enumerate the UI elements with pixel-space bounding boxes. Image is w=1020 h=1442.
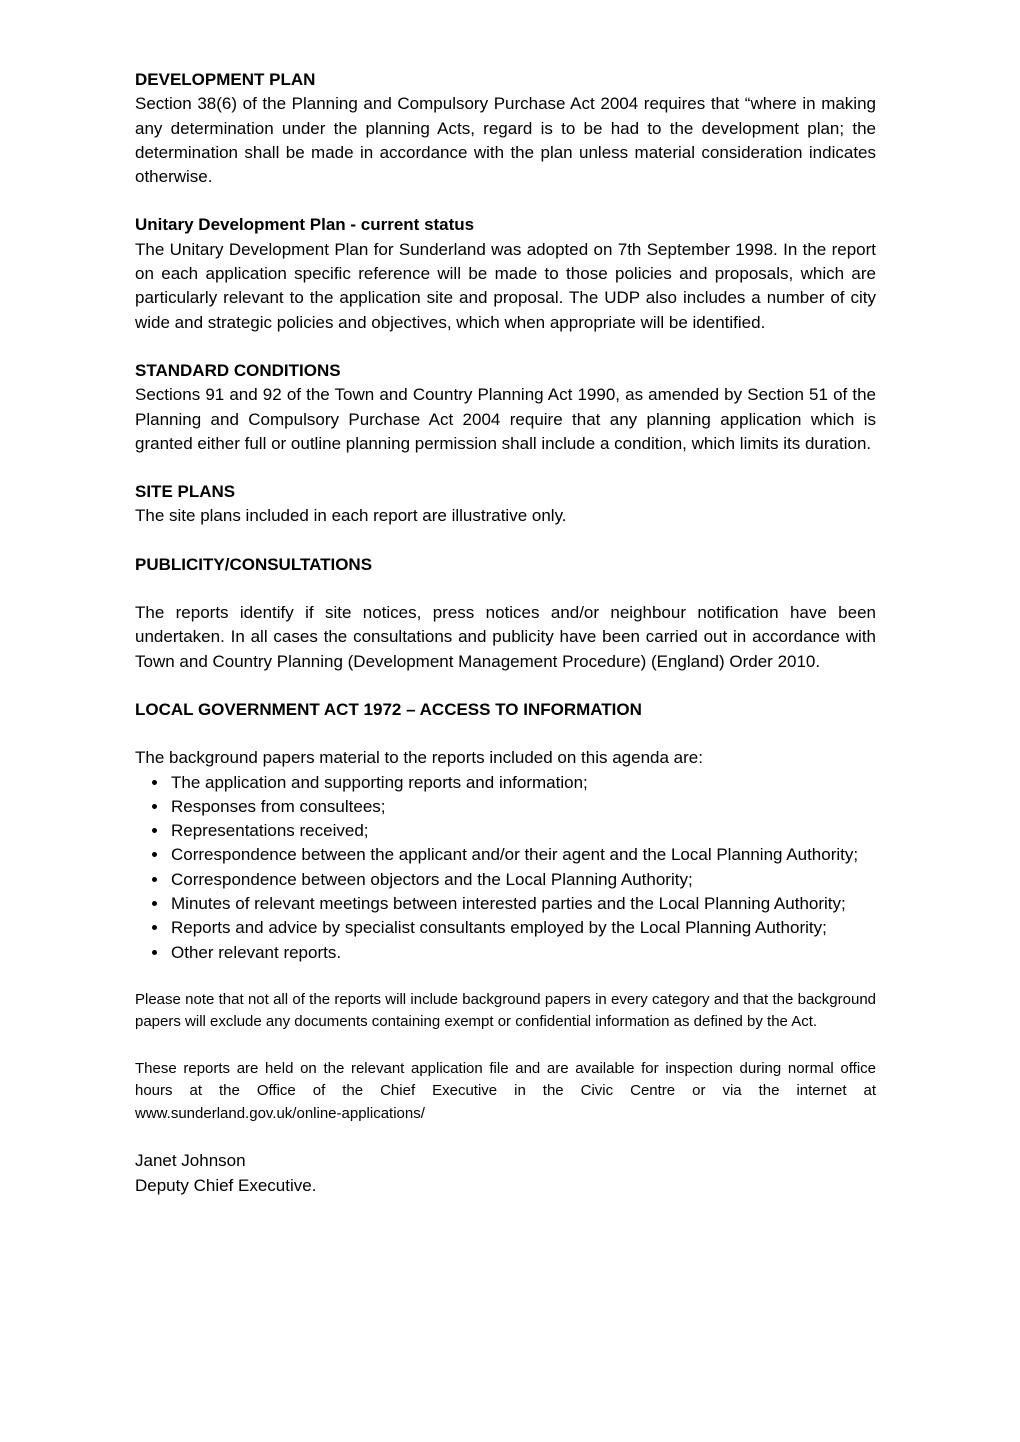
section-local-government-act	[135, 698, 876, 965]
section-reports-availability	[135, 1058, 876, 1126]
section-standard-conditions	[135, 359, 876, 456]
development-plan-paragraph: Section 38(6) of the Planning and Compulsory Purchase Act 2004 requires that “where in making any determination under the planning Acts, regard is to be had to the development plan; the determination shall be made in accordance with the plan unless material consideration indicates otherwise.	[135, 94, 876, 187]
udp-status-paragraph: The Unitary Development Plan for Sunderland was adopted on 7th September 1998. In the report on each application specific reference will be made to those policies and proposals, which are particularly relevant to the application site and proposal. The UDP also includes a number of city wide and strategic policies and objectives, which when appropriate will be identified.	[135, 239, 876, 332]
background-papers-list	[135, 771, 876, 965]
list-item: • Minutes of relevant meetings between interested parties and the Local Planning Authority;	[169, 892, 876, 916]
signature-block	[135, 1149, 876, 1198]
site-plans-paragraph: The site plans included in each report are illustrative only.	[135, 506, 567, 526]
publicity-consultations-paragraph: The reports identify if site notices, press notices and/or neighbour notification have been undertaken. In all cases the consultations and publicity have been carried out in accordance with Town and Country Planning (Development Management Procedure) (England) Order 2010.	[135, 603, 876, 671]
section-background-papers-note	[135, 989, 876, 1034]
list-item: • Correspondence between the applicant and/or their agent and the Local Planning Authority;	[169, 843, 876, 867]
list-item: • Representations received;	[169, 819, 876, 843]
standard-conditions-paragraph: Sections 91 and 92 of the Town and Country Planning Act 1990, as amended by Section 51 of the Planning and Compulsory Purchase Act 2004 require that any planning application which is granted either full or outline planning permission shall include a condition, which limits its duration.	[135, 385, 876, 453]
section-publicity-consultations	[135, 553, 876, 674]
signature-title: Deputy Chief Executive.	[135, 1175, 317, 1195]
list-item: • Reports and advice by specialist consultants employed by the Local Planning Authority;	[169, 916, 876, 940]
development-plan-heading: DEVELOPMENT PLAN	[135, 70, 316, 89]
section-udp-status	[135, 213, 876, 334]
site-plans-heading: SITE PLANS	[135, 482, 236, 502]
local-government-act-heading: LOCAL GOVERNMENT ACT 1972 – ACCESS TO INFORMATION	[135, 699, 642, 719]
list-item: • Responses from consultees;	[169, 795, 876, 819]
list-item: • Other relevant reports.	[169, 941, 876, 965]
udp-status-heading: Unitary Development Plan - current status	[135, 215, 475, 235]
reports-availability-paragraph: These reports are held on the relevant application file and are available for inspection during normal office hours at the Office of the Chief Executive in the Civic Centre or via the internet at www.sunderland.gov.uk/online-applications/	[135, 1059, 876, 1122]
section-site-plans	[135, 480, 876, 529]
background-papers-intro: The background papers material to the reports included on this agenda are:	[135, 748, 703, 768]
signature-name: Janet Johnson	[135, 1151, 246, 1171]
standard-conditions-heading: STANDARD CONDITIONS	[135, 360, 341, 380]
list-item: • The application and supporting reports and information;	[169, 771, 876, 795]
background-papers-note-paragraph: Please note that not all of the reports will include background papers in every category and that the background papers will exclude any documents containing exempt or confidential information as defined by the Act.	[135, 990, 876, 1031]
list-item: • Correspondence between objectors and the Local Planning Authority;	[169, 868, 876, 892]
publicity-consultations-heading: PUBLICITY/CONSULTATIONS	[135, 554, 373, 574]
section-development-plan	[135, 68, 876, 189]
